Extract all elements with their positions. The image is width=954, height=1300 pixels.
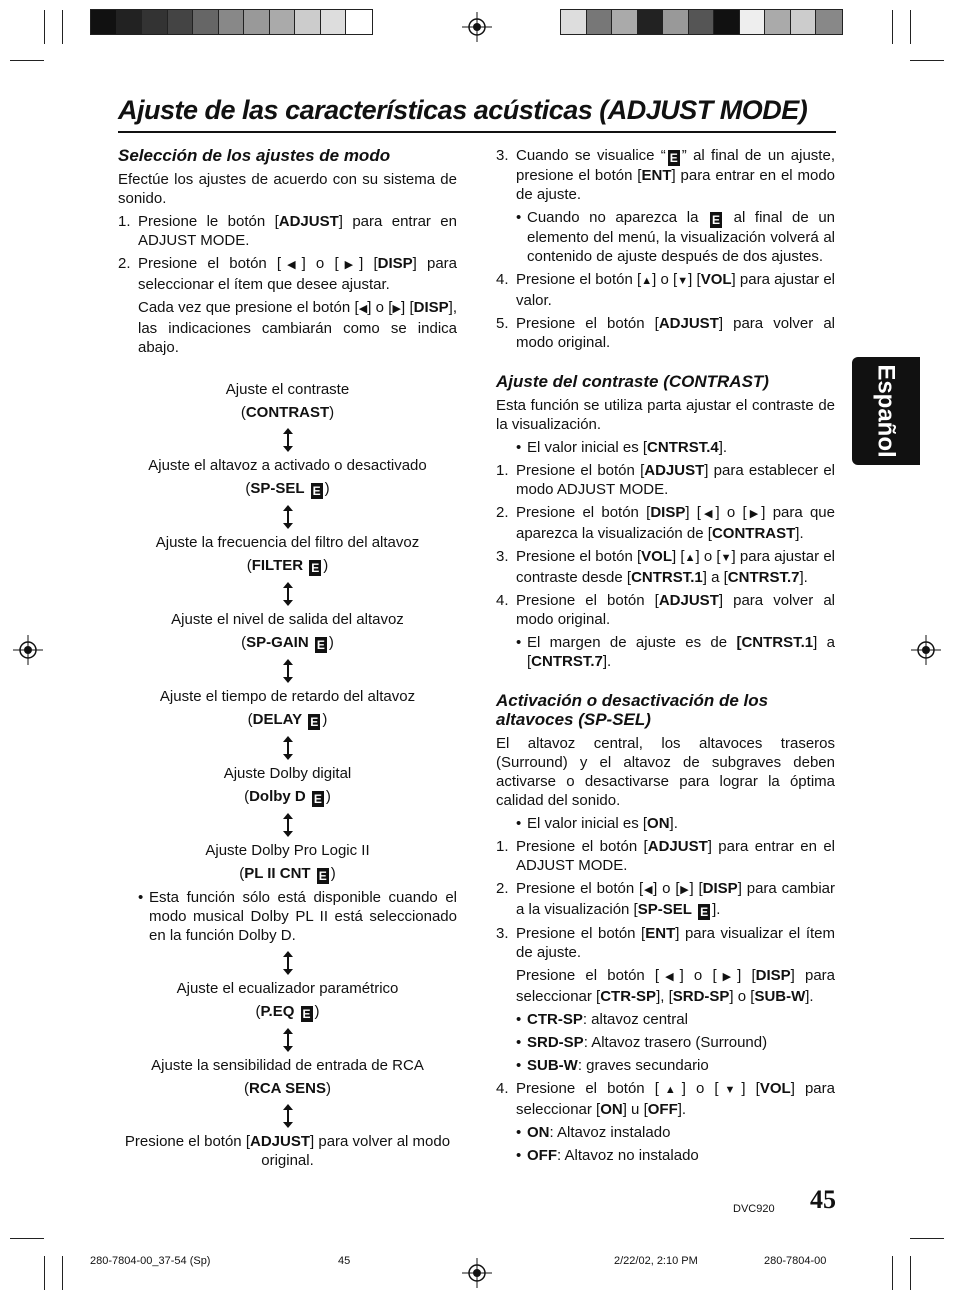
spsel-step-4: 4. Presione el botón [▲] o [▼] [VOL] para seleccionar [ON] u [OFF].	[496, 1080, 835, 1118]
color-swatch	[791, 10, 817, 34]
step-1	[118, 212, 457, 250]
flow-end-text: Presione el botón [ADJUST] para volver al modo original.	[124, 1133, 451, 1169]
crop-mark	[44, 1256, 45, 1290]
step-text: Presione el botón [◀] o [▶] [DISP] para seleccionar el ítem que desee ajustar.	[138, 255, 458, 293]
e-indicator-icon: E	[311, 561, 320, 575]
crop-mark	[62, 10, 63, 44]
crop-mark	[910, 10, 911, 44]
crop-mark	[892, 1256, 893, 1290]
contrast-initial: • El valor inicial es [CNTRST.4].	[516, 439, 728, 456]
left-column	[118, 146, 457, 361]
up-arrow-icon: ▲	[684, 552, 696, 564]
flow-step-label: Ajuste Dolby Pro Logic II	[205, 842, 370, 859]
footer-code: 280-7804-00	[764, 1255, 827, 1267]
spsel-step-1: 1. Presione el botón [ADJUST] para entrar en el ADJUST MODE.	[496, 838, 836, 874]
section-heading-spsel: Activación o desactivación de los altavoces (SP-SEL)	[496, 691, 769, 729]
color-swatch	[612, 10, 638, 34]
down-arrow-icon: ▼	[718, 1084, 742, 1096]
right-arrow-icon: ▶	[716, 971, 738, 983]
color-swatch	[689, 10, 715, 34]
color-swatch	[714, 10, 740, 34]
page-number: 45	[810, 1185, 836, 1214]
right-column	[496, 146, 835, 1169]
flow-step	[118, 687, 457, 730]
double-arrow-icon	[283, 951, 293, 975]
registration-mark-icon	[462, 12, 492, 42]
flow-step-code: (RCA SENS)	[244, 1080, 331, 1097]
color-swatch	[270, 10, 296, 34]
e-indicator-icon: E	[712, 213, 721, 227]
left-arrow-icon: ◀	[659, 971, 680, 983]
contrast-range: • El margen de ajuste es de [CNTRST.1] a [CNTRST.7].	[516, 634, 835, 670]
step-2-detail: Cada vez que presione el botón [◀] o [▶] [DISP], las indicaciones cambiarán como se indica abajo.	[138, 299, 457, 356]
color-swatch	[765, 10, 791, 34]
contrast-step-4: 4. Presione el botón [ADJUST] para volver al modo original.	[496, 592, 835, 628]
color-swatch	[142, 10, 168, 34]
flow-step-code: (SP-SEL E )	[245, 480, 330, 498]
e-indicator-icon: E	[313, 792, 322, 806]
color-bar-right	[560, 9, 843, 35]
flow-step	[118, 610, 457, 653]
flow-step	[118, 841, 457, 884]
color-swatch	[321, 10, 347, 34]
flow-step	[118, 979, 457, 1022]
right-arrow-icon: ▶	[338, 259, 360, 271]
crop-mark	[910, 1256, 911, 1290]
color-swatch	[638, 10, 664, 34]
flow-step-code: (PL II CNT E )	[239, 865, 336, 883]
crop-mark	[910, 1238, 944, 1239]
contrast-step-2: 2. Presione el botón [DISP] [◀] o [▶] para que aparezca la visualización de [CONTRAST].	[496, 504, 835, 542]
step-3-note: • Cuando no aparezca la E al final de un elemento del menú, la visualización volverá al contenido de ajuste después de dos ajustes.	[516, 209, 835, 265]
spsel-srd: • SRD-SP: Altavoz trasero (Surround)	[516, 1034, 768, 1051]
step-number: 2.	[118, 255, 131, 272]
contrast-intro: Esta función se utiliza parta ajustar el contraste de la visualización.	[496, 397, 835, 433]
left-arrow-icon: ◀	[700, 508, 716, 520]
up-arrow-icon: ▲	[641, 275, 653, 287]
step-4: 4. Presione el botón [▲] o [▼] [VOL] para ajustar el valor.	[496, 271, 836, 309]
color-swatch	[193, 10, 219, 34]
right-arrow-icon: ▶	[679, 884, 690, 896]
color-swatch	[168, 10, 194, 34]
double-arrow-icon	[283, 582, 293, 606]
e-indicator-icon: E	[318, 869, 327, 883]
color-swatch	[587, 10, 613, 34]
step-5: 5. Presione el botón [ADJUST] para volver al modo original.	[496, 315, 835, 351]
mode-flow-diagram	[118, 380, 457, 1170]
flow-step-code: (Dolby D E )	[244, 788, 331, 806]
double-arrow-icon	[283, 659, 293, 683]
spsel-step-2: 2. Presione el botón [◀] o [▶] [DISP] para cambiar a la visualización [SP-SEL E ].	[496, 880, 835, 919]
spsel-step-3: 3. Presione el botón [ENT] para visualizar el ítem de ajuste.	[496, 925, 835, 961]
flow-step-code: (DELAY E )	[247, 711, 328, 729]
down-arrow-icon: ▼	[677, 275, 689, 287]
left-arrow-icon: ◀	[281, 259, 302, 271]
spsel-intro: El altavoz central, los altavoces traseros (Surround) y el altavoz de subgraves deben activarse o desactivarse para lograr la óptima calidad del sonido.	[496, 735, 835, 809]
color-swatch	[740, 10, 766, 34]
double-arrow-icon	[283, 1028, 293, 1052]
color-swatch	[91, 10, 117, 34]
double-arrow-icon	[283, 736, 293, 760]
color-swatch	[663, 10, 689, 34]
language-tab	[852, 357, 920, 465]
footer-page: 45	[338, 1255, 351, 1267]
e-indicator-icon: E	[310, 715, 319, 729]
spsel-on: • ON: Altavoz instalado	[516, 1124, 671, 1141]
model-label: DVC920	[733, 1203, 775, 1215]
flow-step-code: (P.EQ E )	[255, 1003, 320, 1021]
flow-step	[118, 456, 457, 499]
right-arrow-icon: ▶	[746, 508, 762, 520]
page-title: Ajuste de las características acústicas (ADJUST MODE)	[118, 95, 808, 125]
footer-date: 2/22/02, 2:10 PM	[614, 1255, 698, 1267]
down-arrow-icon: ▼	[720, 552, 732, 564]
step-text: Presione le botón [ADJUST] para entrar en ADJUST MODE.	[138, 213, 457, 249]
left-arrow-icon: ◀	[643, 884, 654, 896]
contrast-step-1: 1. Presione el botón [ADJUST] para establecer el modo ADJUST MODE.	[496, 462, 835, 498]
flow-step	[118, 764, 457, 807]
flow-step-label: Ajuste el tiempo de retardo del altavoz	[159, 688, 416, 705]
spsel-initial: • El valor inicial es [ON].	[516, 815, 678, 832]
step-3: 3. Cuando se visualice “ E ” al final de un ajuste, presione el botón [ENT] para entrar en el modo de ajuste.	[496, 147, 836, 203]
flow-step-label: Ajuste el contraste	[225, 381, 350, 398]
spsel-off: • OFF: Altavoz no instalado	[516, 1147, 699, 1164]
color-swatch	[244, 10, 270, 34]
crop-mark	[892, 10, 893, 44]
registration-mark-icon	[462, 1258, 492, 1288]
registration-mark-icon	[911, 635, 941, 665]
left-arrow-icon: ◀	[358, 303, 368, 315]
double-arrow-icon	[283, 428, 293, 452]
e-indicator-icon: E	[316, 638, 325, 652]
color-bar-left	[90, 9, 373, 35]
color-swatch	[561, 10, 587, 34]
flow-step-label: Ajuste la sensibilidad de entrada de RCA	[151, 1057, 424, 1074]
e-indicator-icon: E	[302, 1007, 311, 1021]
language-tab-label: Español	[872, 364, 900, 458]
crop-mark	[10, 60, 44, 61]
spsel-ctr: • CTR-SP: altavoz central	[516, 1011, 688, 1028]
crop-mark	[44, 10, 45, 44]
flow-step	[118, 533, 457, 576]
up-arrow-icon: ▲	[658, 1084, 682, 1096]
spsel-sub: • SUB-W: graves secundario	[516, 1057, 709, 1074]
color-swatch	[117, 10, 143, 34]
flow-step-code: (FILTER E )	[246, 557, 329, 575]
e-indicator-icon: E	[669, 151, 678, 165]
double-arrow-icon	[283, 505, 293, 529]
flow-step-code: (SP-GAIN E )	[241, 634, 334, 652]
e-indicator-icon: E	[312, 484, 321, 498]
double-arrow-icon	[283, 1104, 293, 1128]
color-swatch	[295, 10, 321, 34]
crop-mark	[910, 60, 944, 61]
step-number: 1.	[118, 213, 131, 230]
flow-step-code: (CONTRAST)	[240, 404, 335, 421]
color-swatch	[346, 10, 372, 34]
spsel-step-3-detail: Presione el botón [◀] o [▶] [DISP] para seleccionar [CTR-SP], [SRD-SP] o [SUB-W].	[516, 967, 836, 1005]
flow-step-label: Ajuste el ecualizador paramétrico	[176, 980, 399, 997]
flow-step-label: Ajuste el altavoz a activado o desactivado	[148, 457, 427, 474]
section-heading-mode: Selección de los ajustes de modo	[118, 146, 391, 165]
flow-step-label: Ajuste Dolby digital	[223, 765, 352, 782]
color-swatch	[219, 10, 245, 34]
registration-mark-icon	[13, 635, 43, 665]
flow-step	[118, 1056, 457, 1098]
footer-file: 280-7804-00_37-54 (Sp)	[90, 1255, 211, 1267]
crop-mark	[10, 1238, 44, 1239]
step-2	[118, 254, 457, 294]
title-underline	[118, 131, 836, 133]
contrast-step-3: 3. Presione el botón [VOL] [▲] o [▼] para ajustar el contraste desde [CNTRST.1] a [CNTRST.7].	[496, 548, 836, 586]
flow-step-label: Ajuste la frecuencia del filtro del altavoz	[155, 534, 420, 551]
intro-text: Efectúe los ajustes de acuerdo con su sistema de sonido.	[118, 171, 457, 207]
section-heading-contrast: Ajuste del contraste (CONTRAST)	[496, 372, 769, 391]
right-arrow-icon: ▶	[392, 303, 402, 315]
flow-note: • Esta función sólo está disponible cuando el modo musical Dolby PL II está seleccionado en la función Dolby D.	[138, 889, 457, 944]
crop-mark	[62, 1256, 63, 1290]
color-swatch	[816, 10, 842, 34]
flow-step	[118, 380, 457, 422]
double-arrow-icon	[283, 813, 293, 837]
e-indicator-icon: E	[700, 905, 709, 919]
flow-step-label: Ajuste el nivel de salida del altavoz	[171, 611, 404, 628]
